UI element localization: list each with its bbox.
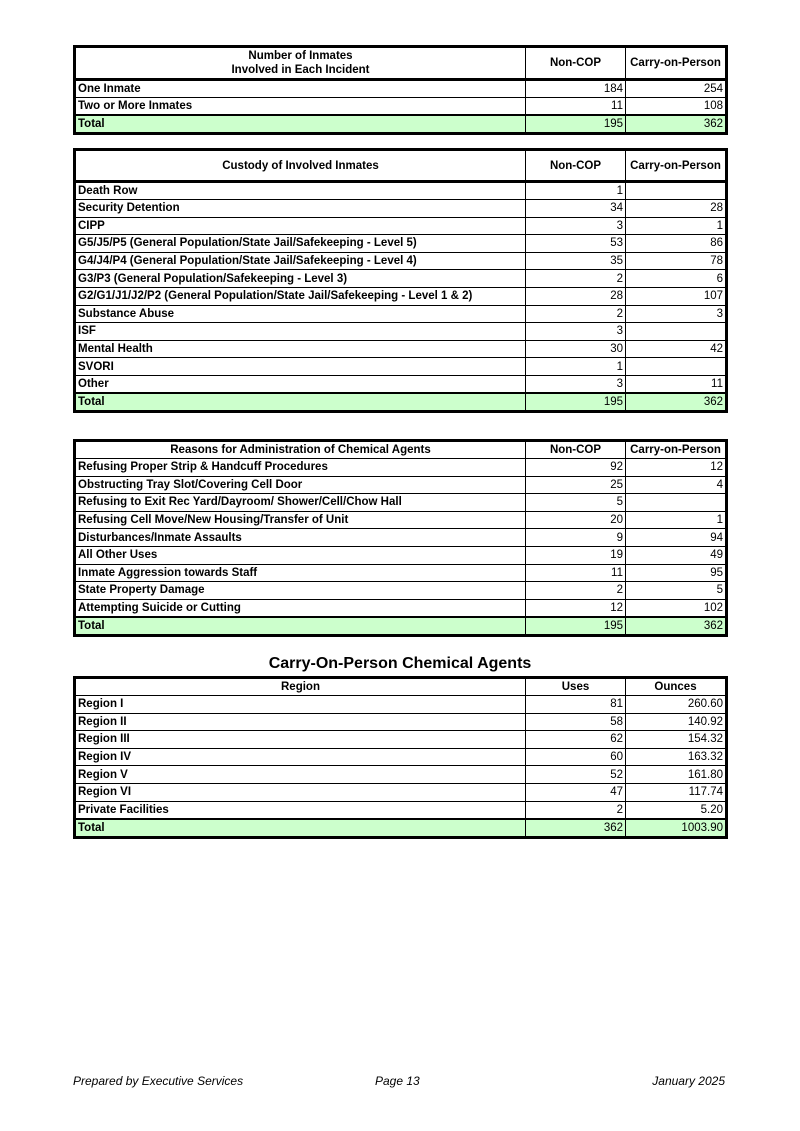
reasons-table — [73, 439, 728, 637]
row-label: ISF — [75, 323, 526, 341]
row-label: Region IV — [75, 748, 526, 766]
cop-agents-title: Carry-On-Person Chemical Agents — [268, 655, 532, 672]
col-cop: Carry-on-Person — [626, 47, 727, 80]
custody-header: Custody of Involved Inmates — [75, 150, 526, 182]
cell-noncop: 1 — [526, 182, 626, 200]
cell-cop: 362 — [626, 617, 727, 636]
row-label: Total — [75, 393, 526, 412]
cell-cop: 362 — [626, 393, 727, 412]
cell-ounces: 154.32 — [626, 731, 727, 749]
table-header-row — [75, 441, 727, 459]
custody-table — [73, 148, 728, 413]
table-row — [75, 546, 727, 564]
cell-ounces: 117.74 — [626, 783, 727, 801]
table-row — [75, 358, 727, 376]
cell-cop: 362 — [626, 115, 727, 134]
cell-noncop: 53 — [526, 235, 626, 253]
inmates-per-incident-table — [73, 45, 728, 135]
cell-noncop: 28 — [526, 287, 626, 305]
row-label: All Other Uses — [75, 546, 526, 564]
table-header-row — [75, 150, 727, 182]
row-label: Region V — [75, 766, 526, 784]
row-label: Total — [75, 115, 526, 134]
total-row — [75, 617, 727, 636]
table-row — [75, 182, 727, 200]
cell-cop: 94 — [626, 529, 727, 547]
total-row — [75, 819, 727, 838]
row-label: G4/J4/P4 (General Population/State Jail/Safekeeping - Level 4) — [75, 252, 526, 270]
table-row — [75, 98, 727, 116]
incidents-header-line1: Number of Inmates — [248, 50, 353, 62]
row-label: Mental Health — [75, 340, 526, 358]
row-label: Region VI — [75, 783, 526, 801]
cell-noncop: 30 — [526, 340, 626, 358]
cell-ounces: 161.80 — [626, 766, 727, 784]
row-label: Disturbances/Inmate Assaults — [75, 529, 526, 547]
table-row — [75, 696, 727, 714]
table-row — [75, 323, 727, 341]
table-row — [75, 801, 727, 819]
col-ounces: Ounces — [626, 678, 727, 696]
cell-uses: 47 — [526, 783, 626, 801]
cell-uses: 52 — [526, 766, 626, 784]
cell-noncop: 20 — [526, 511, 626, 529]
cell-uses: 60 — [526, 748, 626, 766]
col-noncop: Non-COP — [526, 47, 626, 80]
table-row — [75, 270, 727, 288]
cell-noncop: 11 — [526, 98, 626, 116]
cell-noncop: 1 — [526, 358, 626, 376]
col-cop: Carry-on-Person — [626, 150, 727, 182]
cell-cop: 12 — [626, 459, 727, 477]
table-row — [75, 511, 727, 529]
cell-cop: 95 — [626, 564, 727, 582]
reasons-header: Reasons for Administration of Chemical Agents — [75, 441, 526, 459]
cell-noncop: 25 — [526, 476, 626, 494]
row-label: CIPP — [75, 217, 526, 235]
table-row — [75, 564, 727, 582]
cell-noncop: 92 — [526, 459, 626, 477]
row-label: Attempting Suicide or Cutting — [75, 599, 526, 617]
cell-noncop: 2 — [526, 582, 626, 600]
table-row — [75, 252, 727, 270]
table-row — [75, 217, 727, 235]
cell-ounces: 1003.90 — [626, 819, 727, 838]
cell-noncop: 19 — [526, 546, 626, 564]
cell-cop: 5 — [626, 582, 727, 600]
table-body — [75, 182, 727, 412]
cell-cop — [626, 494, 727, 512]
incidents-header — [75, 47, 526, 80]
row-label: G5/J5/P5 (General Population/State Jail/Safekeeping - Level 5) — [75, 235, 526, 253]
table-row — [75, 476, 727, 494]
row-label: Refusing to Exit Rec Yard/Dayroom/ Shower/Cell/Chow Hall — [75, 494, 526, 512]
table-row — [75, 459, 727, 477]
cell-cop: 1 — [626, 217, 727, 235]
cell-noncop: 184 — [526, 80, 626, 98]
row-label: G3/P3 (General Population/Safekeeping - Level 3) — [75, 270, 526, 288]
cell-cop — [626, 182, 727, 200]
table-row — [75, 235, 727, 253]
cell-cop: 4 — [626, 476, 727, 494]
cell-noncop: 11 — [526, 564, 626, 582]
row-label: Other — [75, 375, 526, 393]
cell-ounces: 260.60 — [626, 696, 727, 714]
row-label: Substance Abuse — [75, 305, 526, 323]
cell-uses: 62 — [526, 731, 626, 749]
footer-page-number: Page 13 — [375, 1074, 420, 1088]
row-label: Inmate Aggression towards Staff — [75, 564, 526, 582]
table-row — [75, 766, 727, 784]
row-label: One Inmate — [75, 80, 526, 98]
table-body — [75, 80, 727, 134]
table-row — [75, 494, 727, 512]
col-noncop: Non-COP — [526, 150, 626, 182]
table-row — [75, 80, 727, 98]
table-row — [75, 748, 727, 766]
row-label: Region III — [75, 731, 526, 749]
total-row — [75, 115, 727, 134]
cop-agents-table — [73, 676, 728, 839]
row-label: SVORI — [75, 358, 526, 376]
cell-cop: 1 — [626, 511, 727, 529]
table-row — [75, 200, 727, 218]
table-row — [75, 582, 727, 600]
cell-noncop: 195 — [526, 617, 626, 636]
total-row — [75, 393, 727, 412]
row-label: Region I — [75, 696, 526, 714]
table-header-row — [75, 678, 727, 696]
row-label: Two or More Inmates — [75, 98, 526, 116]
row-label: Region II — [75, 713, 526, 731]
cell-cop: 42 — [626, 340, 727, 358]
table-row — [75, 529, 727, 547]
cell-cop: 28 — [626, 200, 727, 218]
row-label: Refusing Proper Strip & Handcuff Procedures — [75, 459, 526, 477]
cell-cop — [626, 358, 727, 376]
footer-prepared-by: Prepared by Executive Services — [73, 1074, 244, 1088]
cell-uses: 362 — [526, 819, 626, 838]
table-row — [75, 305, 727, 323]
cell-cop: 6 — [626, 270, 727, 288]
cell-noncop: 12 — [526, 599, 626, 617]
cell-cop: 86 — [626, 235, 727, 253]
table-row — [75, 287, 727, 305]
cell-cop: 107 — [626, 287, 727, 305]
cell-noncop: 195 — [526, 393, 626, 412]
incidents-header-line2: Involved in Each Incident — [231, 64, 370, 76]
row-label: Total — [75, 819, 526, 838]
table-row — [75, 713, 727, 731]
table-body — [75, 696, 727, 838]
cell-noncop: 9 — [526, 529, 626, 547]
cell-noncop: 3 — [526, 323, 626, 341]
row-label: Private Facilities — [75, 801, 526, 819]
cell-cop: 102 — [626, 599, 727, 617]
cell-uses: 81 — [526, 696, 626, 714]
table-row — [75, 783, 727, 801]
cell-cop: 3 — [626, 305, 727, 323]
cell-noncop: 2 — [526, 270, 626, 288]
row-label: Refusing Cell Move/New Housing/Transfer of Unit — [75, 511, 526, 529]
col-uses: Uses — [526, 678, 626, 696]
cell-noncop: 5 — [526, 494, 626, 512]
cell-cop: 11 — [626, 375, 727, 393]
cell-uses: 58 — [526, 713, 626, 731]
row-label: Total — [75, 617, 526, 636]
row-label: G2/G1/J1/J2/P2 (General Population/State Jail/Safekeeping - Level 1 & 2) — [75, 287, 526, 305]
cell-ounces: 5.20 — [626, 801, 727, 819]
col-cop: Carry-on-Person — [626, 441, 727, 459]
col-region: Region — [75, 678, 526, 696]
cell-uses: 2 — [526, 801, 626, 819]
cell-cop — [626, 323, 727, 341]
cell-ounces: 163.32 — [626, 748, 727, 766]
table-body — [75, 459, 727, 636]
cell-noncop: 3 — [526, 375, 626, 393]
cell-cop: 254 — [626, 80, 727, 98]
cell-noncop: 34 — [526, 200, 626, 218]
footer-date: January 2025 — [652, 1074, 725, 1088]
cell-ounces: 140.92 — [626, 713, 727, 731]
col-noncop: Non-COP — [526, 441, 626, 459]
cell-noncop: 35 — [526, 252, 626, 270]
row-label: Obstructing Tray Slot/Covering Cell Door — [75, 476, 526, 494]
table-row — [75, 340, 727, 358]
cell-cop: 78 — [626, 252, 727, 270]
cell-noncop: 2 — [526, 305, 626, 323]
row-label: State Property Damage — [75, 582, 526, 600]
cell-noncop: 3 — [526, 217, 626, 235]
table-header-row — [75, 47, 727, 80]
table-row — [75, 731, 727, 749]
row-label: Death Row — [75, 182, 526, 200]
table-row — [75, 375, 727, 393]
row-label: Security Detention — [75, 200, 526, 218]
cell-cop: 108 — [626, 98, 727, 116]
table-row — [75, 599, 727, 617]
cell-noncop: 195 — [526, 115, 626, 134]
cell-cop: 49 — [626, 546, 727, 564]
